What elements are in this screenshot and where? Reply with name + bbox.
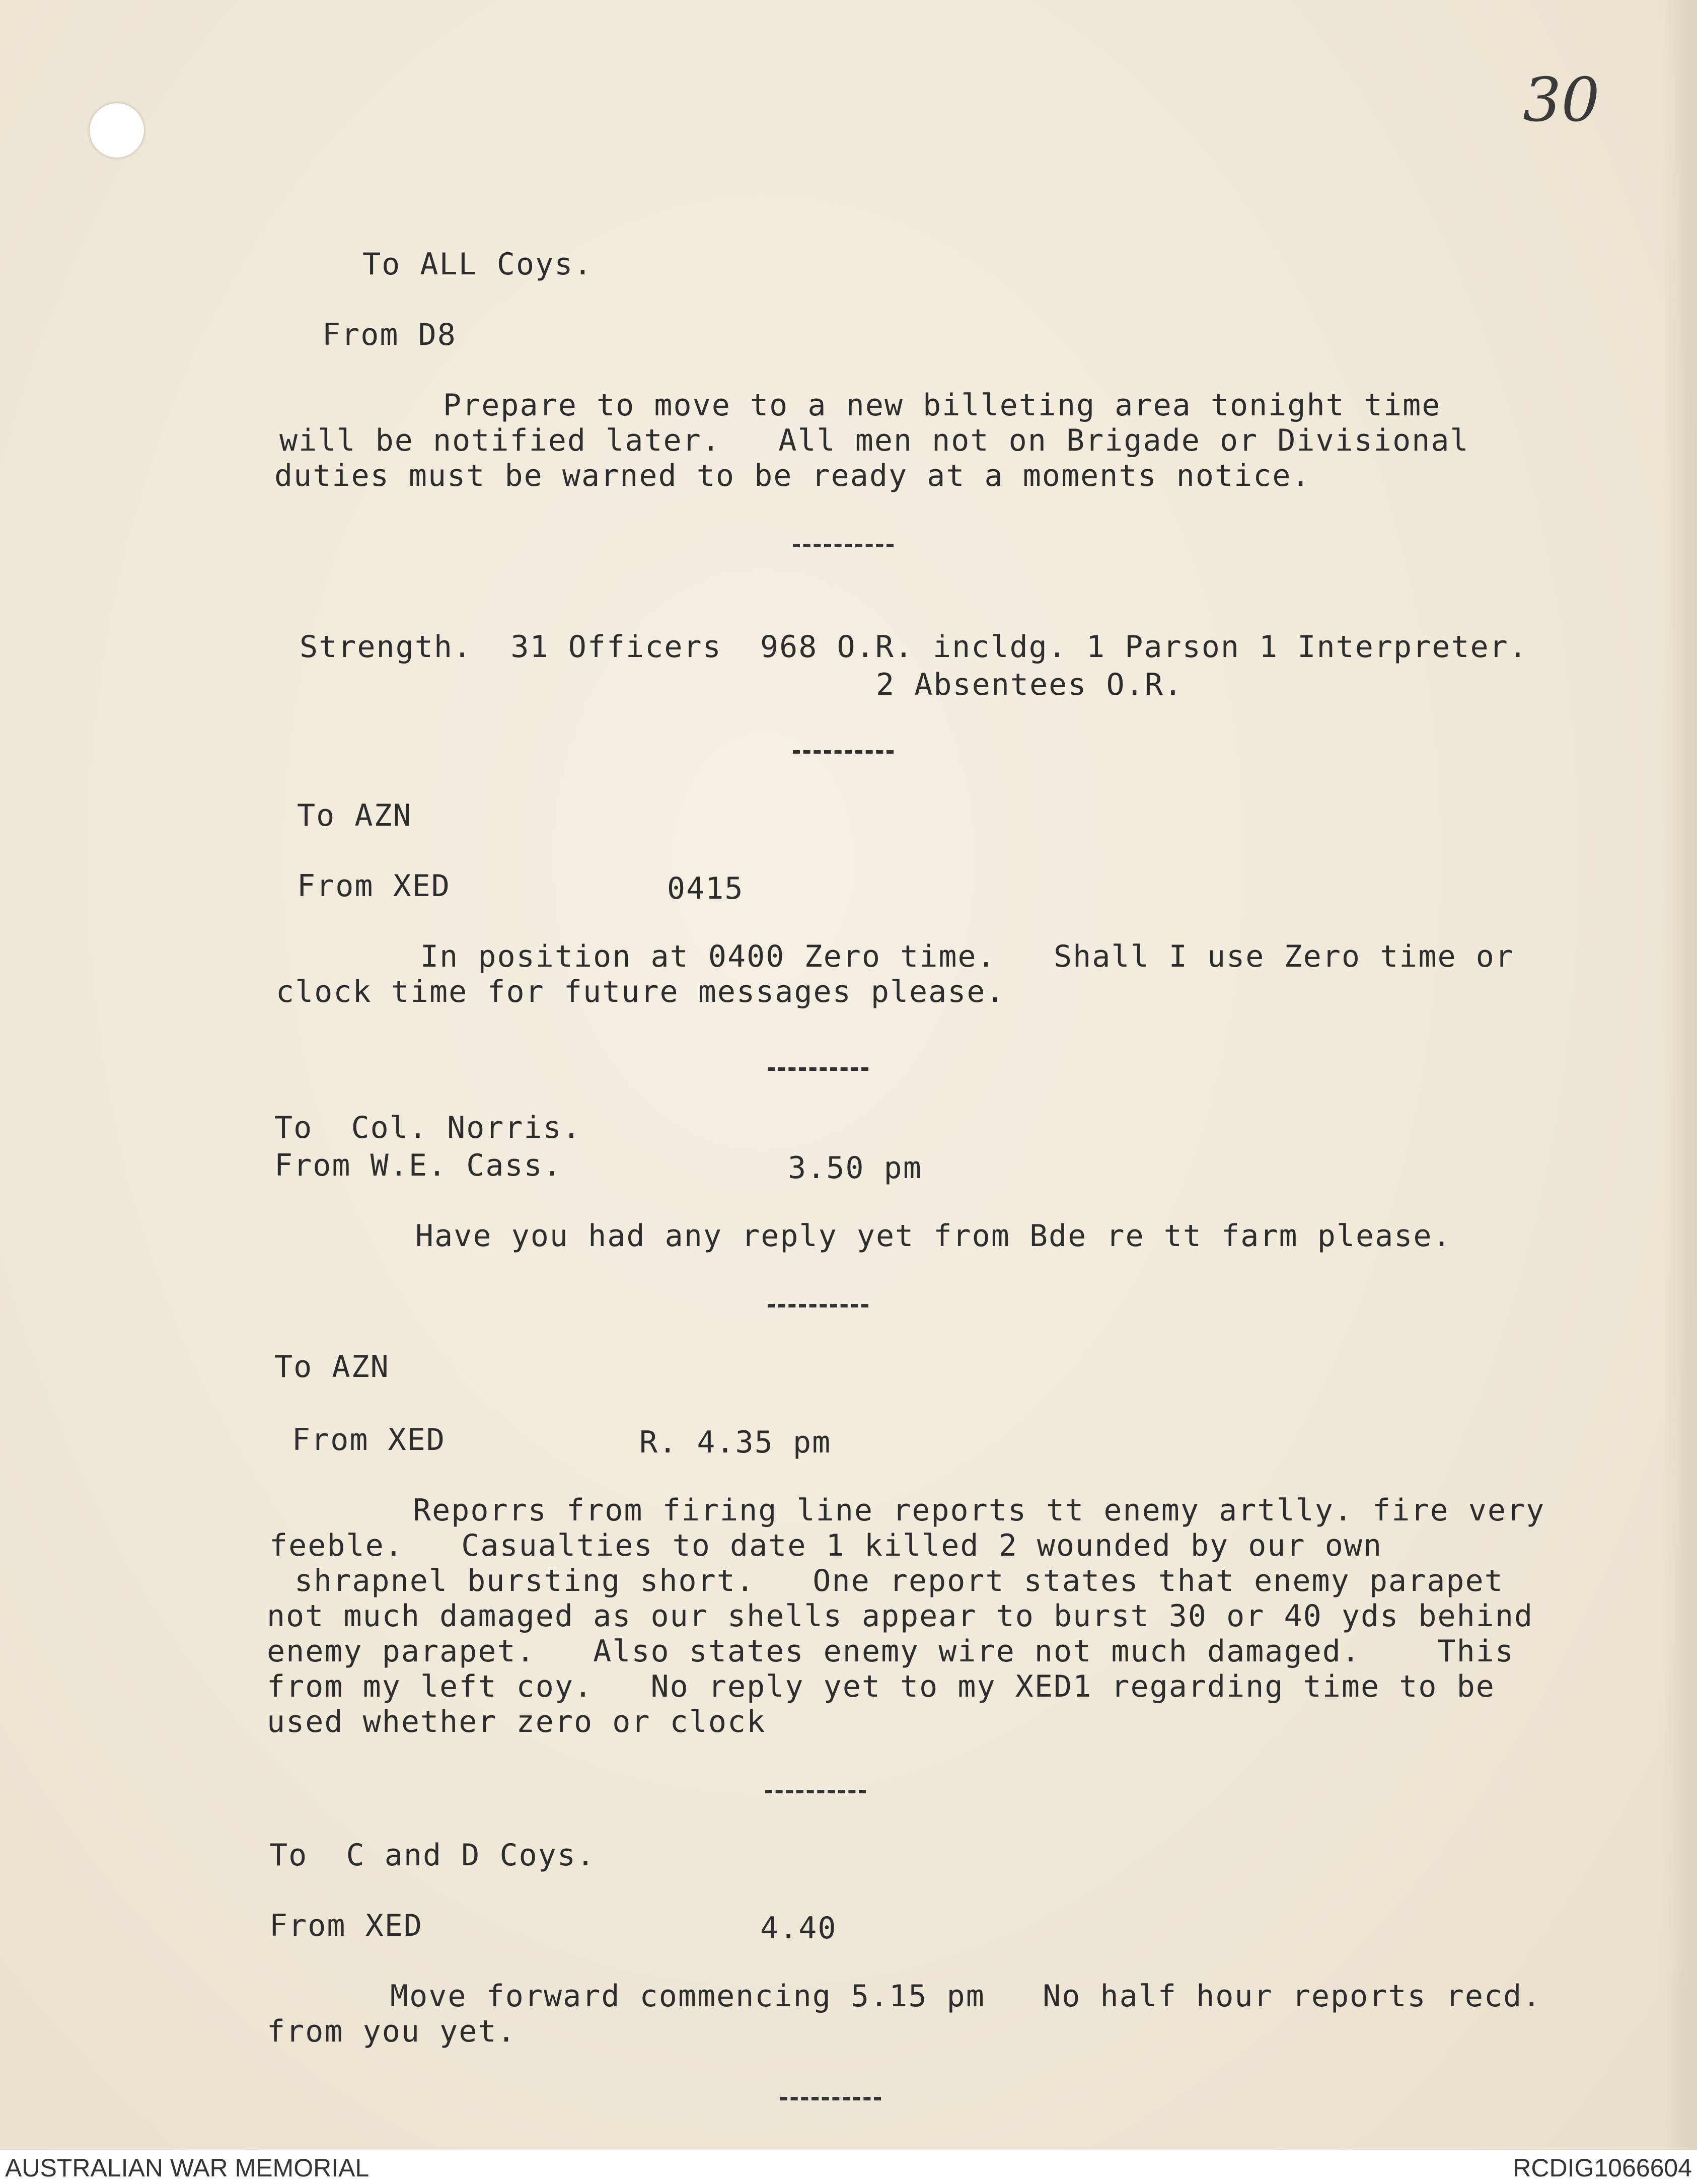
separator bbox=[793, 750, 894, 754]
message-6-time: 4.40 bbox=[760, 1911, 837, 1946]
message-3-time: 0415 bbox=[667, 871, 744, 906]
punch-hole bbox=[90, 103, 144, 158]
message-5-body-line: Reporrs from firing line reports tt enemy artlly. fire very bbox=[413, 1493, 1545, 1528]
strength-line: 2 Absentees O.R. bbox=[876, 667, 1183, 702]
message-5-body-line: enemy parapet. Also states enemy wire not much damaged. This bbox=[267, 1634, 1514, 1669]
message-5-from: From XED bbox=[292, 1422, 446, 1458]
message-6-body-line: Move forward commencing 5.15 pm No half hour reports recd. bbox=[390, 1979, 1542, 2014]
message-5-body-line: shrapnel bursting short. One report states that enemy parapet bbox=[294, 1563, 1504, 1598]
footer-record-id: RCDIG1066604 bbox=[1513, 2154, 1692, 2182]
separator bbox=[780, 2097, 881, 2100]
message-5-to: To AZN bbox=[274, 1349, 390, 1385]
message-5-time: R. 4.35 pm bbox=[639, 1425, 832, 1460]
message-3-from: From XED bbox=[297, 868, 451, 904]
message-5-body-line: feeble. Casualties to date 1 killed 2 wounded by our own bbox=[269, 1528, 1383, 1563]
message-6-body-line: from you yet. bbox=[267, 2014, 517, 2049]
message-3-body-line: clock time for future messages please. bbox=[276, 974, 1005, 1009]
message-4-from: From W.E. Cass. bbox=[274, 1148, 562, 1183]
message-4-time: 3.50 pm bbox=[788, 1150, 922, 1186]
message-4-to: To Col. Norris. bbox=[274, 1110, 581, 1145]
message-1-body-line: will be notified later. All men not on Brigade or Divisional bbox=[279, 423, 1469, 458]
separator bbox=[768, 1067, 868, 1071]
separator bbox=[765, 1790, 866, 1793]
separator bbox=[768, 1304, 868, 1307]
message-5-body-line: from my left coy. No reply yet to my XED1 regarding time to be bbox=[267, 1669, 1495, 1704]
message-1-body-line: Prepare to move to a new billeting area tonight time bbox=[443, 388, 1441, 423]
folio-number: 30 bbox=[1523, 65, 1600, 135]
message-5-body-line: used whether zero or clock bbox=[267, 1704, 766, 1739]
message-1-body-line: duties must be warned to be ready at a moments notice. bbox=[274, 458, 1311, 493]
footer-archive-name: AUSTRALIAN WAR MEMORIAL bbox=[5, 2154, 370, 2182]
message-3-to: To AZN bbox=[297, 798, 412, 833]
message-1-from: From D8 bbox=[322, 317, 457, 352]
message-6-from: From XED bbox=[269, 1908, 423, 1943]
message-5-body-line: not much damaged as our shells appear to burst 30 or 40 yds behind bbox=[267, 1598, 1534, 1634]
message-1-to: To ALL Coys. bbox=[362, 247, 593, 282]
message-6-to: To C and D Coys. bbox=[269, 1838, 596, 1873]
message-3-body-line: In position at 0400 Zero time. Shall I use Zero time or bbox=[420, 939, 1515, 974]
strength-line: Strength. 31 Officers 968 O.R. incldg. 1 Parson 1 Interpreter. bbox=[300, 629, 1528, 665]
separator bbox=[793, 544, 894, 547]
message-4-body-line: Have you had any reply yet from Bde re tt farm please. bbox=[415, 1218, 1452, 1254]
